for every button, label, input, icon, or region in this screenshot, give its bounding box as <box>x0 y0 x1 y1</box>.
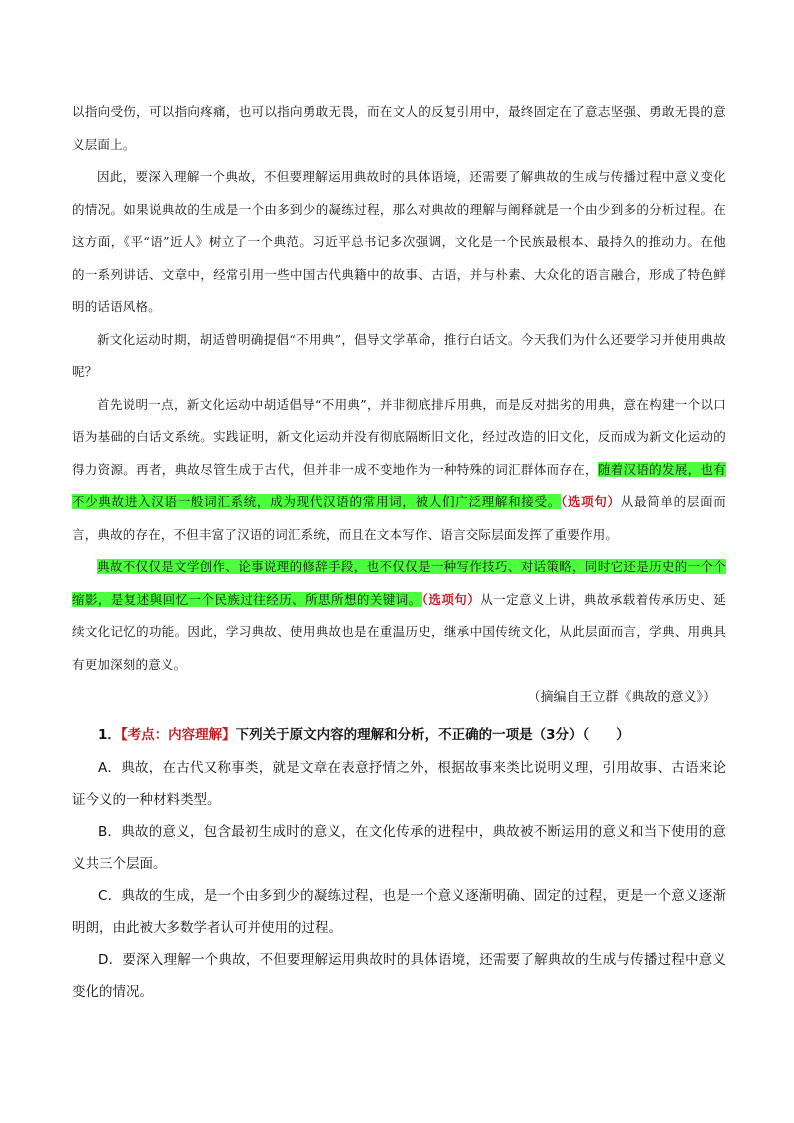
paragraph-4-text-b: 从最简单的层面而言，典故的存在，不但丰富了汉语的词汇系统，而且在文本写作、语言交际层面发挥了重要作用。 <box>72 494 726 542</box>
question-text: 下列关于原文内容的理解和分析，不正确的一项是（3分）（ ） <box>235 727 630 743</box>
passage-paragraph-1: 以指向受伤，可以指向疼痛，也可以指向勇敢无畏，而在文人的反复引用中，最终固定在了意志坚强、勇敢无畏的意义层面上。 <box>72 104 726 152</box>
passage-paragraph-5 <box>72 551 726 681</box>
paragraph-5-text-b: 从一定意义上讲，典故承载着传承历史、延续文化记忆的功能。因此，学习典故、使用典故也是在重温历史，继承中国传统文化，从此层面而言，学典、用典具有更加深刻的意义。 <box>72 591 726 672</box>
passage-source: （摘编自王立群《典故的意义》） <box>527 690 716 705</box>
option-c: C．典故的生成，是一个由多到少的凝练过程，也是一个意义逐渐明确、固定的过程，更是一个意义逐渐明朗，由此被大多数学者认可并使用的过程。 <box>72 888 726 936</box>
option-d: D．要深入理解一个典故，不但要理解运用典故时的具体语境，还需要了解典故的生成与传播过程中意义变化的情况。 <box>72 952 726 1000</box>
option-sentence-tag-2: （选项句） <box>421 591 481 607</box>
passage-paragraph-4 <box>72 389 726 552</box>
highlighted-option-sentence-1: 随着汉语的发展，也有不少典故进入汉语一般词汇系统，成为现代汉语的常用词，被人们广泛理解和接受。 <box>72 461 726 509</box>
passage-paragraph-3: 新文化运动时期，胡适曾明确提倡“不用典”，倡导文学革命，推行白话文。今天我们为什么还要学习并使用典故呢？ <box>72 331 726 379</box>
document-content <box>72 96 726 1008</box>
question-stem <box>72 719 726 752</box>
option-sentence-tag-1: （选项句） <box>560 494 621 509</box>
passage-paragraph-2: 因此，要深入理解一个典故，不但要理解运用典故时的具体语境，还需要了解典故的生成与传播过程中意义变化的情况。如果说典故的生成是一个由多到少的凝练过程，那么对典故的理解与阐释就是一个由少到多的分析过程。在这方面，《平“语”近人》树立了一个典范。习近平总书记多次强调，文化是一个民族最根本、最持久的推动力。在他的一系列讲话、文章中，经常引用一些中国古代典籍中的故事、古语，并与朴素、大众化的语言融合，形成了特色鲜明的话语风格。 <box>72 169 726 314</box>
option-a: A．典故，在古代又称事类，就是文章在表意抒情之外，根据故事来类比说明义理，引用故事、古语来论证今义的一种材料类型。 <box>72 760 726 808</box>
highlighted-option-sentence-2: 典故不仅仅是文学创作、论事说理的修辞手段，也不仅仅是一种写作技巧、对话策略，同时它还是历史的一个个缩影，是复述與回忆一个民族过往经历、所思所想的关键词。 <box>72 559 726 607</box>
question-1 <box>72 719 726 1008</box>
option-b: B．典故的意义，包含最初生成时的意义，在文化传承的进程中，典故被不断运用的意义和当下使用的意义共三个层面。 <box>72 824 726 872</box>
reading-passage <box>72 96 726 681</box>
kaodian-label: 【考点：内容理解】 <box>120 727 236 743</box>
question-number: 1． <box>98 727 121 743</box>
paragraph-4-text-a: 首先说明一点，新文化运动中胡适倡导“不用典”，并非彻底排斥用典，而是反对拙劣的用典，意在构建一个以口语为基础的白话文系统。实践证明，新文化运动并没有彻底隔断旧文化，经过改造的旧文化，反而成为新文化运动的得力资源。再者，典故尽管生成于古代，但并非一成不变地作为一种特殊的词汇群体而存在， <box>72 396 726 477</box>
